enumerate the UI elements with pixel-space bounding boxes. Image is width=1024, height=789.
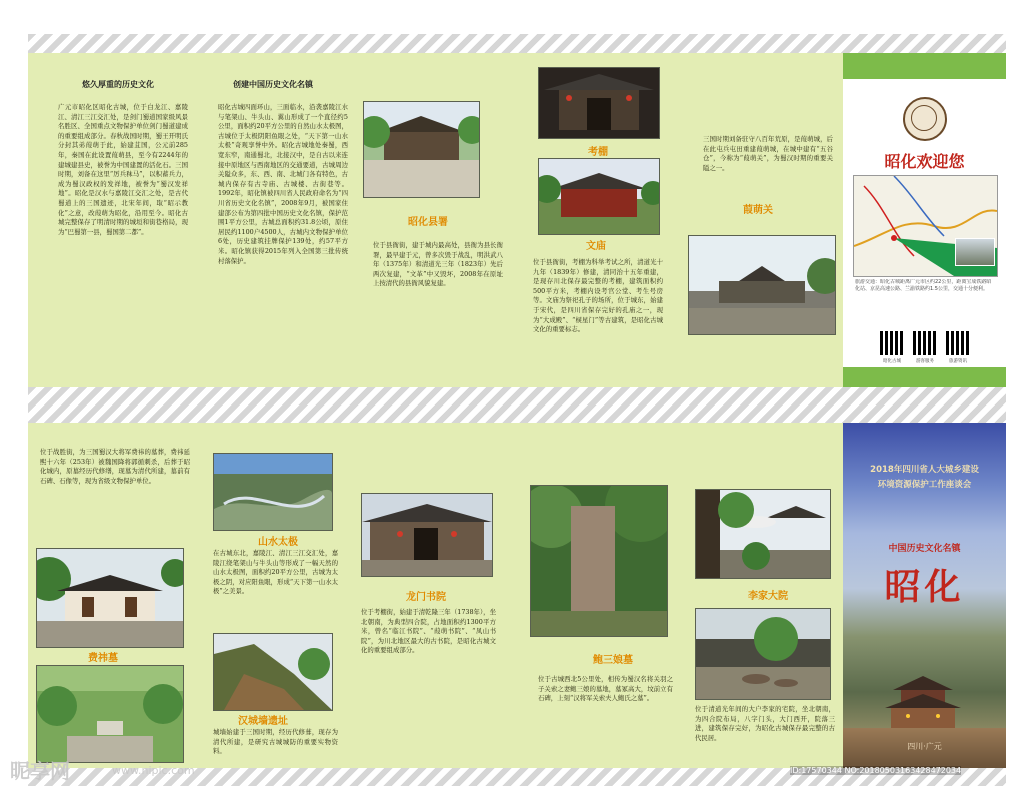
pass-text: 三国时期刘备驻守八百年荒原，是葭萌城，后在此屯兵屯田重建葭萌城，在城中建有“五谷仓”，今称为“葭萌关”，为蜀汉时期的重要关隘之一。 (703, 135, 833, 172)
qr-label-2: 游客服务 (916, 359, 934, 364)
top-stripe-lower (28, 387, 1006, 407)
academy-caption: 龙门书院 (406, 592, 446, 603)
wall-ruins-photo (213, 633, 333, 711)
map-inset-photo (955, 238, 995, 266)
brochure-inner-sheet (28, 423, 843, 768)
watermark-brand: 昵享网 (10, 759, 70, 783)
town-seal-icon (903, 97, 947, 141)
town-text: 昭化古城四面环山，三面临水，沿袭嘉陵江水与笔架山、牛头山、翼山形成了一个直径约5公里，面积约20平方公里的自然山水太极图，古城位于太极阴阳鱼眼之处，“天下第一山水太极”奇观享誉中外。昭化古城地处秦蜀，西宽东窄，南通蜀北，北接汉中，是自古以来连接中原地区与西南地区的交通要道，古城周边关隘众多，东、西、南、北城门各有特色，古城内保存有古寺庙、古城楼、古街巷等。1992年，昭化镇被四川省人民政府命名为“四川省历史文化名镇”，2008年9月，被国家住建部公布为第四批中国历史文化名镇，保护范围1平方公里，古城总面积约31.8公顷，原住居民约1100户4500人，古城内文物保护单位6处，历史建筑挂牌保护139处，约57平方米。昭化镇获得2015年列入全国第三批传统村落保护。 (218, 103, 348, 265)
li-mansion-text: 位于清道光年间的大户李家的宅院，坐北朝南，为四合院布局，八字门头，大门西开，院落三进，建筑保存完好，为昭化古城保存最完整的古代民居。 (695, 705, 835, 742)
watermark-url: www.nipic.com (112, 764, 195, 777)
event-line-2: 环境资源保护工作座谈会 (877, 480, 972, 490)
cover-tower-illustration (873, 668, 973, 728)
taiji-text: 在古城东北，嘉陵江、清江三江交汇处，嘉陵江绕笔架山与牛头山等形成了一幅天然的山水太极图，面积约20平方公里，古城为太极之阴，对应阳鱼眼，形成“天下第一山水太极”之美景。 (213, 549, 338, 596)
town-heading: 创建中国历史文化名镇 (233, 80, 313, 89)
confucius-temple-caption: 文庙 (586, 241, 606, 252)
welcome-cover (843, 53, 1006, 387)
qr-label-1: 昭化古城 (883, 359, 901, 364)
li-mansion-photo-1 (695, 489, 831, 579)
qr-code-2[interactable] (913, 331, 937, 355)
qr-label-3: 旅游资讯 (949, 359, 967, 364)
cover-place: 四川·广元 (907, 742, 942, 751)
area-map (853, 175, 998, 277)
top-stripe-upper (28, 34, 1006, 54)
exam-hall-text: 位于县衙街，考棚为科举考试之所，清道光十九年（1839年）修建，清同治十五年重建，是现存川北保存最完整的考棚，建筑面积约500平方米，考棚内设考官公堂、考生号房等。文庙为祭祀孔子的场所，位于城东，始建于宋代，是四川省保存完好的孔庙之一，现为“大成殿”、“棂星门”等古建筑，是昭化古城文化的重要标志。 (533, 258, 663, 334)
history-text: 广元市昭化区昭化古城，位于白龙江、嘉陵江、清江三江交汇处，是剑门蜀道国家级风景名胜区、全国重点文物保护单位剑门蜀道建成的重要组成部分。春秋战国时期，蜀王开明氏分封其弟葭萌于此，始建苴国，公元前285年，秦国在此设置葭萌县，至今有2244年的建城建县史，被誉为中国建置的活化石。三国时期，刘备在这里“厉兵秣马”，以积蓄兵力，成为蜀汉政权的发祥地，被誉为“蜀汉发祥地”。昭化是汉水与嘉陵江交汇之处，是古代蜀道上的三国遗迹，北宋年间，取“昭示教化”之意，改葭萌为昭化，沿用至今。昭化古城完整保存了明清时期的城垣和街巷格局，现为“巴蜀第一县，蜀国第二都”。 (58, 103, 188, 236)
wall-ruins-caption: 汉城墙遗址 (238, 716, 288, 727)
exam-hall-photo (538, 67, 660, 139)
bao-tomb-caption: 鲍三娘墓 (593, 655, 633, 666)
wall-ruins-text: 城墙始建于三国时期，经历代修葺，现存为清代所建，是研究古城城防的重要实物资料。 (213, 728, 338, 756)
bao-tomb-photo (530, 485, 668, 637)
brochure-outer-sheet (28, 53, 843, 387)
county-office-text: 位于县衙街，建于城内最高处，县衙为县长衙署，最早建于元，曾多次毁于战乱，明洪武八年（1375年）和清道光三年（1823年）先后两次复建，“文革”中又毁坏，2008年在原址上按清代的县衙风貌复建。 (373, 241, 503, 288)
cover-green-band-bottom (843, 367, 1006, 387)
cover-subtitle: 中国历史文化名镇 (888, 544, 961, 554)
seal-inner-ring (911, 105, 937, 131)
front-cover (843, 423, 1006, 768)
county-office-caption: 昭化县署 (408, 217, 448, 228)
watermark-id: ID:17570344 NO:20180503163428472034 (790, 766, 962, 775)
pass-caption: 葭萌关 (743, 205, 773, 216)
academy-text: 位于考棚街，始建于清乾隆三年（1738年），坐北朝南，为典型四合院，占地面积约1300平方米，曾名“临江书院”、“葭萌书院”、“凤山书院”，为川北地区最大的古书院，是昭化古城文化的重要组成部分。 (361, 608, 496, 655)
tomb-photo (36, 548, 184, 648)
pass-gate-photo (688, 235, 836, 335)
exam-hall-caption: 考棚 (588, 147, 608, 158)
welcome-title: 昭化欢迎您 (884, 152, 965, 171)
taiji-photo (213, 453, 333, 531)
confucius-temple-photo (538, 158, 660, 235)
event-line-1: 2018年四川省人大城乡建设 (870, 465, 979, 475)
qr-code-3[interactable] (946, 331, 970, 355)
city-wall-photo (36, 665, 184, 763)
academy-photo (361, 493, 493, 577)
map-note: 旅游交通：昭化古城距离广元市区约22公里，距离宝成铁路昭化站、京昆高速公路、兰渝铁路约1.5公里，交通十分便利。 (855, 279, 992, 292)
qr-code-1[interactable] (880, 331, 904, 355)
cover-green-band-top (843, 53, 1006, 79)
li-mansion-photo-2 (695, 608, 831, 700)
taiji-caption: 山水太极 (258, 537, 298, 548)
li-mansion-caption: 李家大院 (748, 591, 788, 602)
county-office-photo (363, 101, 480, 198)
bottom-stripe-upper (28, 405, 1006, 425)
tomb-text: 位于战胜街，为三国蜀汉大将军费祎的墓葬，费祎延熙十六年（253年）被魏国降将郭循刺杀，后葬于昭化城内，原墓经历代修缮，现墓为清代所建，墓前有石碑、石像等，现为省级文物保护单位。 (40, 448, 190, 485)
tomb-caption: 费祎墓 (88, 653, 118, 664)
cover-main-title: 昭化 (884, 566, 965, 608)
history-heading: 悠久厚重的历史文化 (82, 80, 154, 89)
bao-tomb-text: 位于古城西北5公里处，相传为蜀汉名将关羽之子关索之妻鲍三娘的墓地，墓冢高大，坟前立有石碑，上刻“汉将军关索夫人鲍氏之墓”。 (538, 675, 673, 703)
